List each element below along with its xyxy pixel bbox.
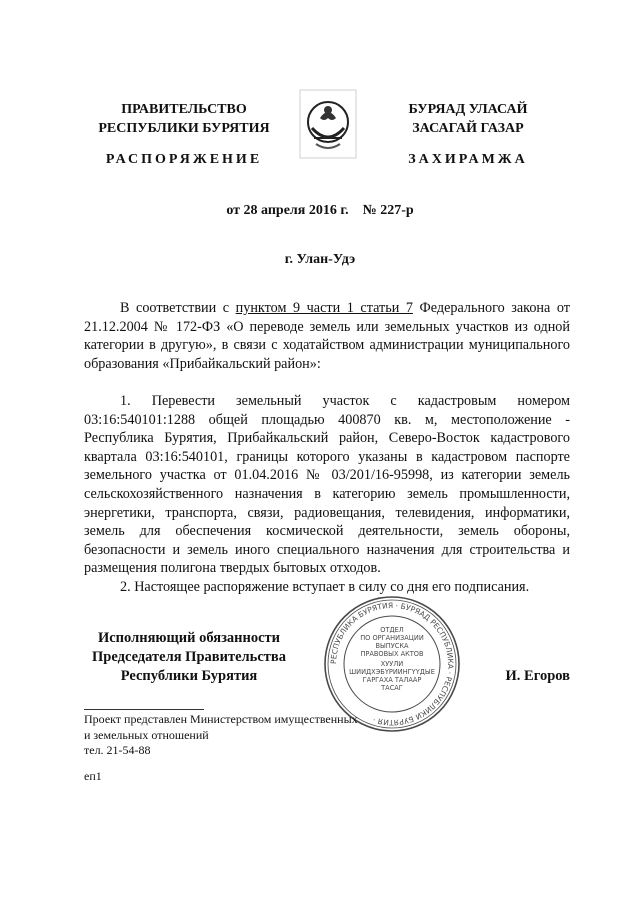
footer-note — [84, 712, 358, 759]
footer-line-1: Проект представлен Министерством имущественных — [84, 712, 358, 726]
footer-divider — [84, 709, 204, 710]
stamp-line: ТАСАГ — [381, 684, 403, 692]
doc-type-ru: РАСПОРЯЖЕНИЕ — [105, 152, 263, 167]
footer-line-2: и земельных отношений — [84, 727, 209, 742]
stamp-line: ОТДЕЛ — [380, 626, 404, 634]
header-left — [84, 100, 284, 138]
government-title: ПРАВИТЕЛЬСТВО — [121, 102, 247, 117]
signatory-line-2: Председателя Правительства — [92, 649, 286, 665]
stamp-line: ПО ОРГАНИЗАЦИИ — [360, 634, 424, 642]
item-1-text: 1. Перевести земельный участок с кадастровым номером 03:16:540101:1288 общей площадью 400870 кв. м, местоположение - Республика Бурятия, Прибайкальский район, Северо-Восток кадастрового квартала 03:16:540101, границы которого указаны в кадастровом паспорте земельного участка от 01.04.2016 № 03/201/16-95998, из категории земель сельскохозяйственного назначения в категорию земель промышленности, энергетики, транспорта, связи, радиовещания, телевидения, информатики, земель для обеспечения космической деятельности, земель обороны, безопасности и земель иного специального назначения для строительства и размещения полигона твердых бытовых отходов. — [84, 393, 570, 577]
stamp-ring-text: РЕСПУБЛИКА БУРЯТИЯ · БУРЯАД РЕСПУБЛИКА · РЕСПУБЛИКИ БУРЯТИЯ · — [328, 600, 456, 728]
header-right — [368, 100, 568, 138]
government-title-bur: БУРЯАД УЛАСАЙ — [408, 102, 528, 117]
preamble-lead: В соответствии с — [120, 300, 236, 316]
signatory-title — [84, 629, 294, 686]
footer-phone: тел. 21-54-88 — [84, 743, 151, 757]
law-reference-link[interactable]: пунктом 9 части 1 статьи 7 — [235, 300, 413, 316]
stamp-line: ГАРГАХА ТАЛААР — [362, 676, 422, 684]
republic-title: РЕСПУБЛИКИ БУРЯТИЯ — [98, 121, 270, 136]
government-subtitle-bur: ЗАСАГАЙ ГАЗАР — [412, 121, 524, 136]
footer-code: еп1 — [84, 769, 102, 783]
stamp-line: ВЫПУСКА — [375, 642, 409, 650]
stamp-line: ШИИДХЭБҮРИИНГҮҮДЫЕ — [349, 668, 435, 676]
preamble — [84, 299, 570, 373]
item-2-text: 2. Настоящее распоряжение вступает в силу со дня его подписания. — [120, 579, 530, 595]
coat-of-arms-icon — [298, 88, 358, 160]
stamp-line: ХУУЛИ — [380, 660, 404, 668]
city: г. Улан-Удэ — [284, 252, 356, 267]
item-1 — [84, 392, 570, 578]
date-number-line: от 28 апреля 2016 г. № 227-р — [226, 203, 414, 218]
signatory-line-1: Исполняющий обязанности — [97, 630, 281, 646]
doc-type-bur: ЗАХИРАМЖА — [408, 152, 528, 167]
signatory-line-3: Республики Бурятия — [120, 668, 258, 684]
stamp-line: ПРАВОВЫХ АКТОВ — [360, 650, 424, 658]
preamble-rest: Федерального закона от 21.12.2004 № 172-ФЗ «О переводе земель или земельных участков из одной категории в другую», в связи с ходатайством администрации муниципального образования «Прибайкальский район»: — [84, 300, 570, 372]
signatory-name: И. Егоров — [505, 668, 570, 684]
